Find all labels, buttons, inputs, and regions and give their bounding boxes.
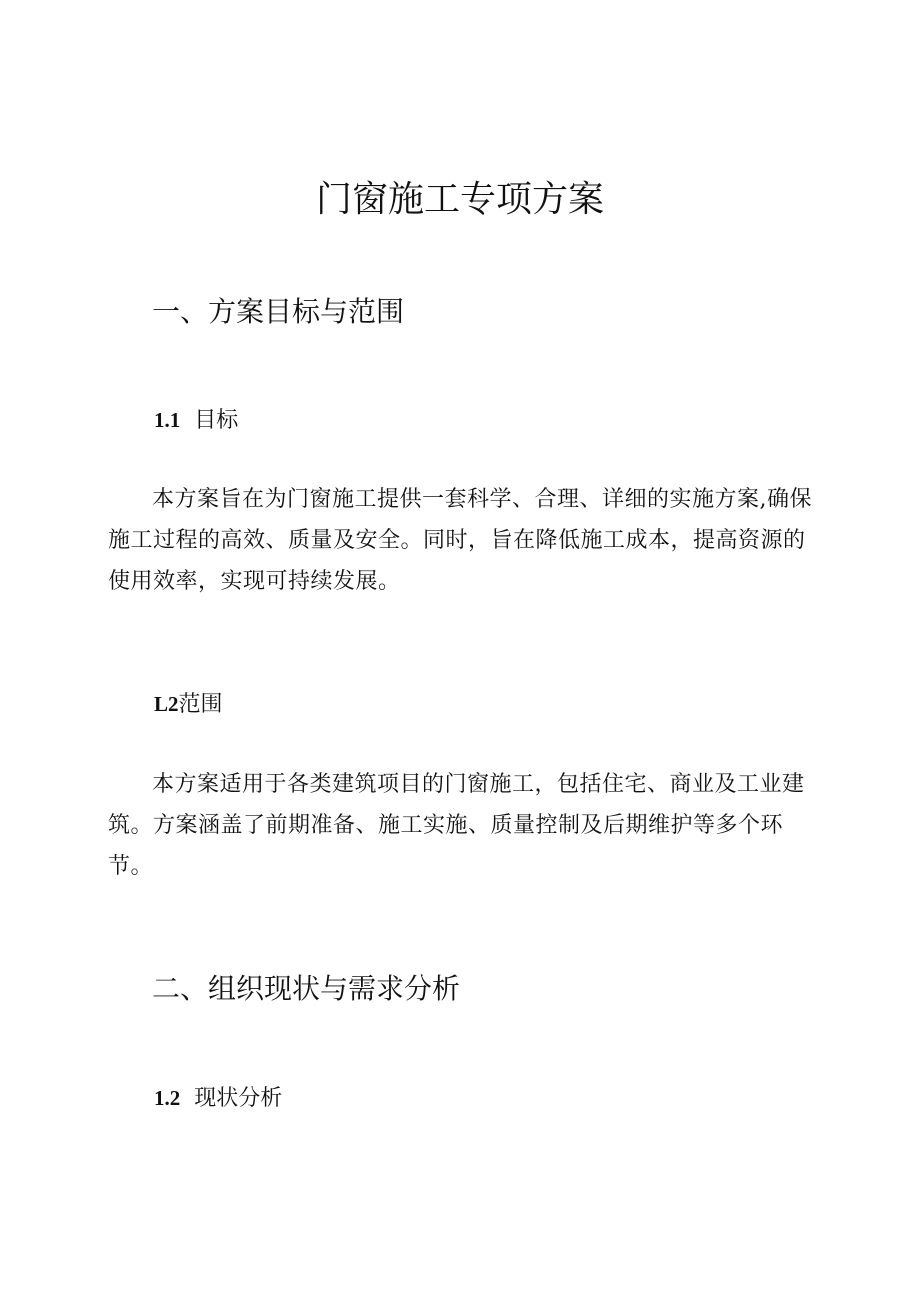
paragraph-goal: 本方案旨在为门窗施工提供一套科学、合理、详细的实施方案,确保施工过程的高效、质量及安全。同时，旨在降低施工成本，提高资源的使用效率，实现可持续发展。 [108,487,812,594]
paragraph-scope: 本方案适用于各类建筑项目的门窗施工，包括住宅、商业及工业建筑。方案涵盖了前期准备、施工实施、质量控制及后期维护等多个环节。 [108,772,805,879]
subsection-label: 目标 [194,408,239,433]
subsection-number: 1.1 [154,408,181,432]
subsection-number: 1.2 [154,1086,181,1110]
subsection-heading-1-1 [154,404,238,437]
section-heading-2: 二、组织现状与需求分析 [152,972,461,1005]
subsection-label: 现状分析 [194,1086,283,1111]
document-title: 门窗施工专项方案 [315,179,604,220]
subsection-heading-2-1 [154,1082,282,1115]
subsection-heading-1-2 [154,688,223,721]
subsection-label: 范围 [178,692,223,717]
subsection-number: L2 [154,692,179,716]
section-heading-1: 一、方案目标与范围 [152,295,405,328]
